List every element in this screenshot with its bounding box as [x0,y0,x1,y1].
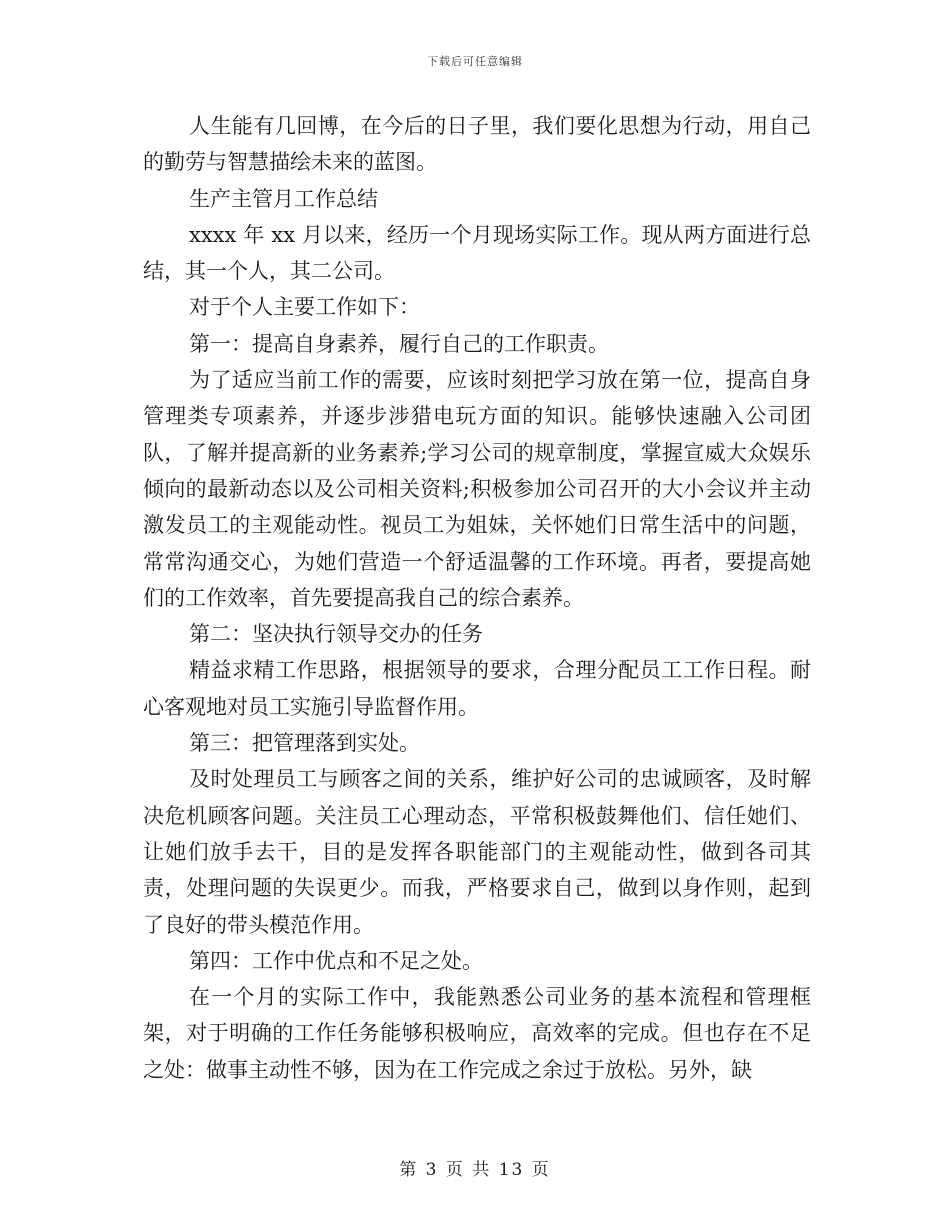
paragraph-7: 在一个月的实际工作中，我能熟悉公司业务的基本流程和管理框架，对于明确的工作任务能够积极响应，高效率的完成。但也存在不足之处：做事主动性不够，因为在工作完成之余过于放松。另外，缺 [143,985,811,1082]
paragraph-2: xxxx 年 xx 月以来，经历一个月现场实际工作。现从两方面进行总结，其一个人，其二公司。 [143,222,811,284]
paragraph-3: 对于个人主要工作如下： [189,295,420,320]
section-title: 生产主管月工作总结 [189,186,378,211]
paragraph-1: 人生能有几回博，在今后的日子里，我们要化思想为行动，用自己的勤劳与智慧描绘未来的蓝图。 [143,114,811,175]
page-header-note: 下载后可任意编辑 [427,55,523,68]
heading-second: 第二：坚决执行领导交办的任务 [189,622,483,647]
heading-first: 第一：提高自身素养，履行自己的工作职责。 [189,331,609,356]
paragraph-6: 及时处理员工与顾客之间的关系，维护好公司的忠诚顾客，及时解决危机顾客问题。关注员工心理动态，平常积极鼓舞他们、信任她们、让她们放手去干，目的是发挥各职能部门的主观能动性，做到各司其责，处理问题的失误更少。而我，严格要求自己，做到以身作则，起到了良好的带头模范作用。 [143,767,811,937]
document-body [143,108,811,1088]
heading-fourth: 第四：工作中优点和不足之处。 [189,948,483,973]
paragraph-5: 精益求精工作思路，根据领导的要求，合理分配员工工作日程。耐心客观地对员工实施引导监督作用。 [143,658,811,719]
heading-third: 第三：把管理落到实处。 [189,731,420,756]
paragraph-4: 为了适应当前工作的需要，应该时刻把学习放在第一位，提高自身管理类专项素养，并逐步涉猎电玩方面的知识。能够快速融入公司团队，了解并提高新的业务素养;学习公司的规章制度，掌握宣威大众娱乐倾向的最新动态以及公司相关资料;积极参加公司召开的大小会议并主动激发员工的主观能动性。视员工为姐妹，关怀她们日常生活中的问题，常常沟通交心，为她们营造一个舒适温馨的工作环境。再者，要提高她们的工作效率，首先要提高我自己的综合素养。 [143,368,811,610]
page-number: 第 3 页 共 13 页 [399,1160,551,1180]
